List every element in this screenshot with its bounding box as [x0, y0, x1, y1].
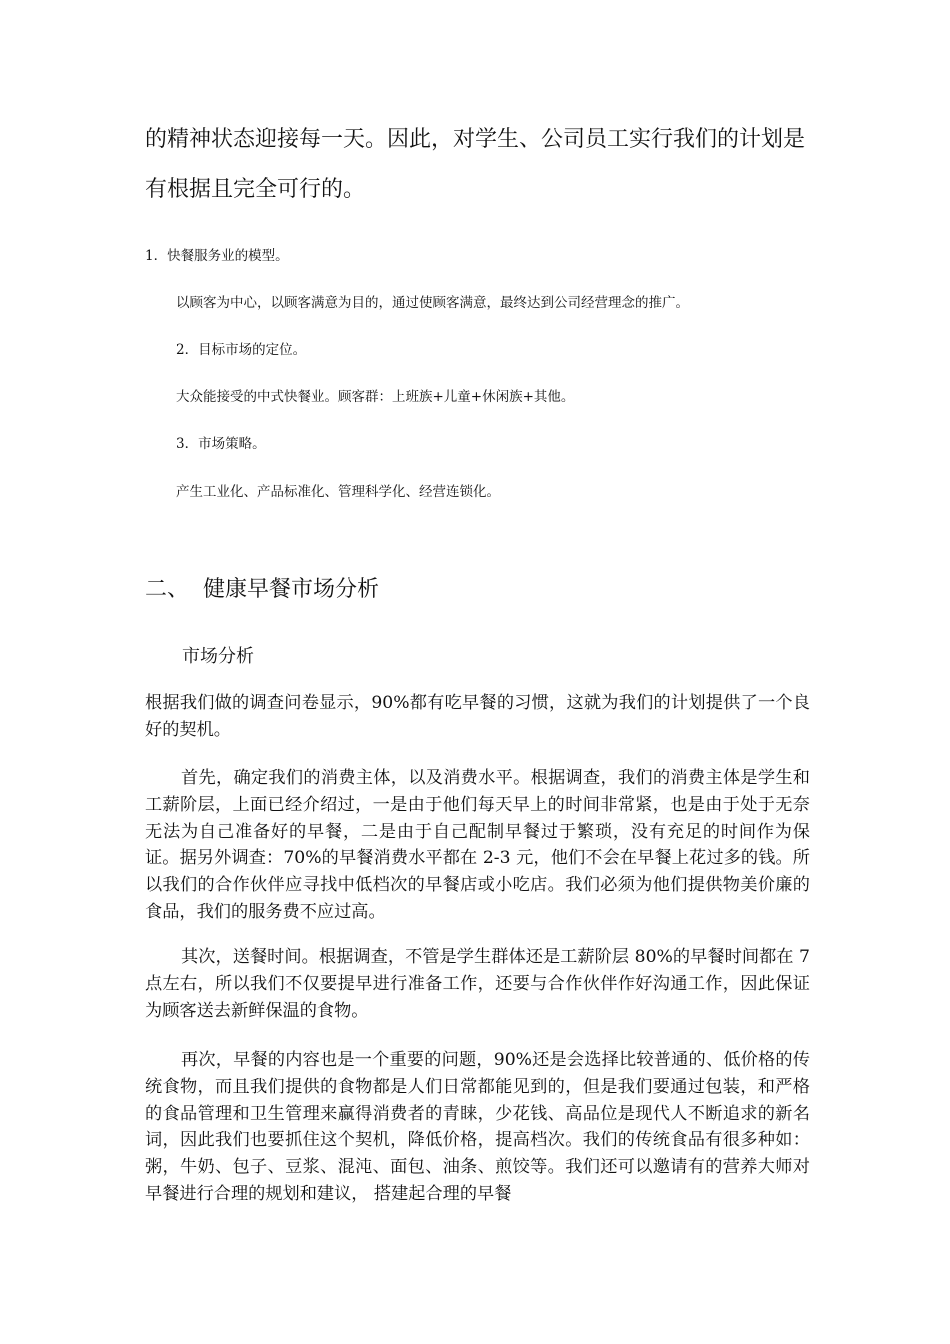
- item-text-2: 大众能接受的中式快餐业。顾客群：上班族+儿童+休闲族+其他。: [176, 389, 575, 405]
- item-text-1: 以顾客为中心，以顾客满意为目的，通过使顾客满意，最终达到公司经营理念的推广。: [176, 295, 689, 311]
- paragraph-delivery-time: 其次，送餐时间。根据调查，不管是学生群体还是工薪阶层 80%的早餐时间都在 7 点左右，所以我们不仅要提早进行准备工作，还要与合作伙伴作好沟通工作，因此保证为顾客送去新鲜保温的食物。: [145, 947, 810, 1021]
- section-title: 健康早餐市场分析: [203, 577, 380, 602]
- paragraph-consumers: 首先，确定我们的消费主体，以及消费水平。根据调查，我们的消费主体是学生和工薪阶层，上面已经介绍过，一是由于他们每天早上的时间非常紧，也是由于处于无奈无法为自己准备好的早餐，二是由于自己配制早餐过于繁琐，没有充足的时间作为保证。据另外调查：70%的早餐消费水平都在 2-3 元，他们不会在早餐上花过多的钱。所以我们的合作伙伴应寻找中低档次的早餐店或小吃店。我们必须为他们提供物美价廉的食品，我们的服务费不应过高。: [145, 768, 810, 922]
- paragraph-survey: 根据我们做的调查问卷显示，90%都有吃早餐的习惯，这就为我们的计划提供了一个良好的契机。: [145, 693, 810, 740]
- item-heading-3: 3．市场策略。: [176, 436, 266, 452]
- section-subtitle: 市场分析: [182, 646, 254, 667]
- intro-line-2: 有根据且完全可行的。: [145, 177, 366, 202]
- paragraph-breakfast-content: 再次，早餐的内容也是一个重要的问题，90%还是会选择比较普通的、低价格的传统食物，而且我们提供的食物都是人们日常都能见到的，但是我们要通过包装，和严格的食品管理和卫生管理来赢得消费者的青睐，少花钱、高品位是现代人不断追求的新名词，因此我们也要抓住这个契机，降低价格，提高档次。我们的传统食品有很多种如：粥，牛奶、包子、豆浆、混沌、面包、油条、煎饺等。我们还可以邀请有的营养大师对早餐进行合理的规划和建议， 搭建起合理的早餐: [145, 1050, 810, 1204]
- item-text-3: 产生工业化、产品标准化、管理科学化、经营连锁化。: [176, 484, 500, 500]
- item-heading-2: 2．目标市场的定位。: [176, 342, 307, 358]
- section-heading: [145, 572, 379, 603]
- intro-line-1: 的精神状态迎接每一天。因此，对学生、公司员工实行我们的计划是: [145, 127, 806, 152]
- section-number: 二、: [145, 577, 190, 602]
- item-heading-1: 1．快餐服务业的模型。: [145, 248, 289, 264]
